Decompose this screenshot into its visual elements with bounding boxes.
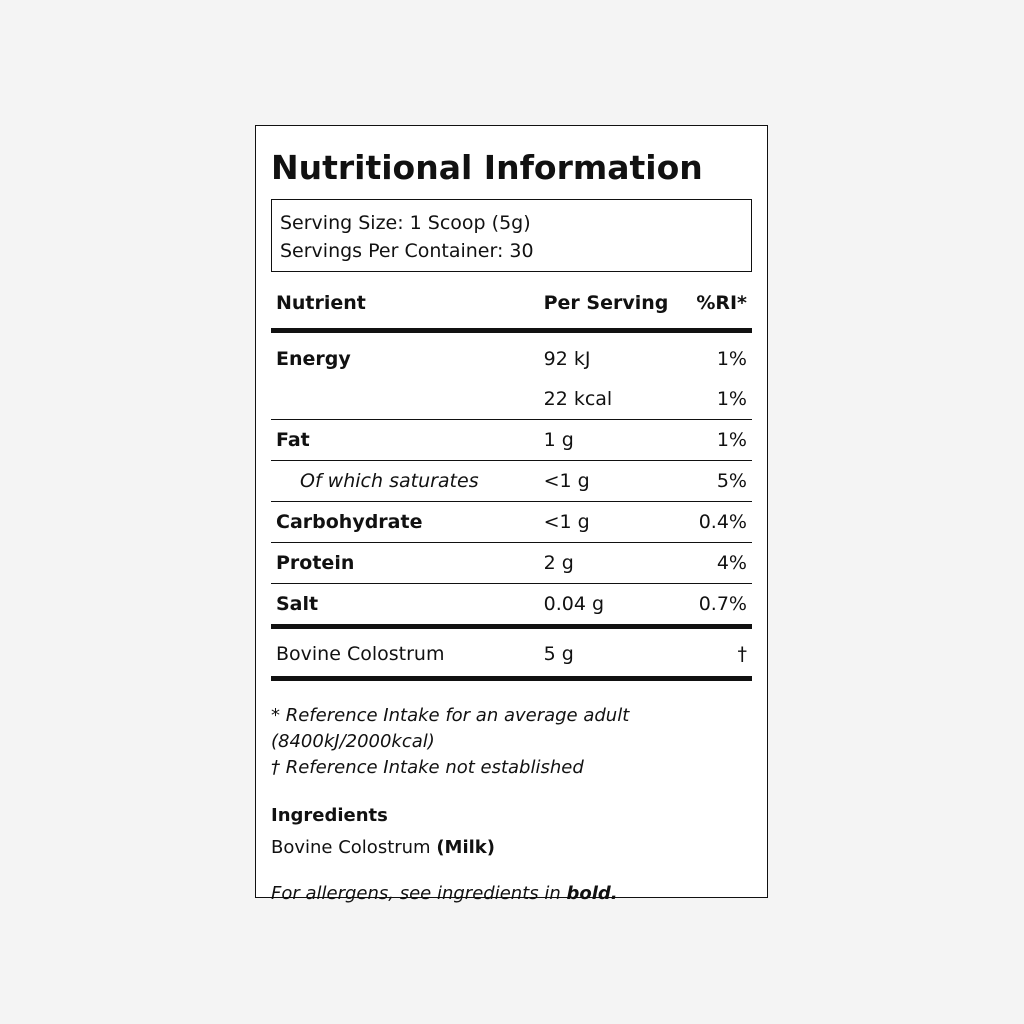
nutrition-label — [255, 125, 768, 904]
per-serving-value: 5 g — [539, 627, 692, 679]
allergen-note-text: For allergens, see ingredients in — [271, 883, 561, 904]
header-ri: %RI* — [691, 290, 752, 331]
header-per-serving: Per Serving — [539, 290, 692, 331]
ri-value: 4% — [691, 543, 752, 584]
ri-value: † — [691, 627, 752, 679]
ri-value: 1% — [691, 379, 752, 420]
nutrient-name: Fat — [271, 420, 539, 461]
table-row-fat — [271, 420, 752, 461]
table-header-row — [271, 290, 752, 331]
nutrient-name — [271, 379, 539, 420]
footnote-ri: * Reference Intake for an average adult (8400kJ/2000kcal) — [271, 705, 630, 752]
servings-per-container: Servings Per Container: 30 — [280, 240, 534, 262]
ingredient-allergen: (Milk) — [436, 837, 496, 858]
per-serving-value: <1 g — [539, 502, 692, 543]
nutrient-name: Energy — [276, 348, 351, 370]
table-row-saturates — [271, 461, 752, 502]
per-serving-value: 1 g — [539, 420, 692, 461]
table-row-salt — [271, 584, 752, 627]
label-title: Nutritional Information — [271, 148, 703, 187]
ingredients-title: Ingredients — [271, 805, 388, 826]
ingredients-list — [271, 835, 752, 861]
ri-value: 0.4% — [691, 502, 752, 543]
serving-size: Serving Size: 1 Scoop (5g) — [280, 212, 531, 234]
footnote-dagger: † Reference Intake not established — [271, 757, 584, 778]
ri-value: 1% — [716, 348, 747, 370]
serving-info-box — [271, 199, 752, 272]
table-row-protein — [271, 543, 752, 584]
header-nutrient: Nutrient — [271, 290, 539, 331]
table-row-energy-kj — [271, 331, 752, 380]
footnotes — [271, 703, 752, 781]
table-row-bovine-colostrum — [271, 627, 752, 679]
ingredient-name: Bovine Colostrum — [271, 837, 431, 858]
per-serving-value: 22 kcal — [539, 379, 692, 420]
ri-value: 1% — [691, 420, 752, 461]
per-serving-value: 92 kJ — [543, 348, 591, 370]
ri-value: 0.7% — [691, 584, 752, 627]
nutrient-name: Bovine Colostrum — [271, 627, 539, 679]
per-serving-value: 0.04 g — [539, 584, 692, 627]
nutrition-table — [271, 290, 752, 681]
allergen-note-bold: bold. — [566, 883, 618, 904]
nutrient-name: Carbohydrate — [271, 502, 539, 543]
per-serving-value: <1 g — [539, 461, 692, 502]
nutrient-name: Protein — [271, 543, 539, 584]
table-row-energy-kcal — [271, 379, 752, 420]
nutrient-name: Salt — [271, 584, 539, 627]
allergen-note — [271, 881, 752, 907]
per-serving-value: 2 g — [539, 543, 692, 584]
nutrient-name: Of which saturates — [271, 461, 539, 502]
table-row-carbohydrate — [271, 502, 752, 543]
ri-value: 5% — [691, 461, 752, 502]
